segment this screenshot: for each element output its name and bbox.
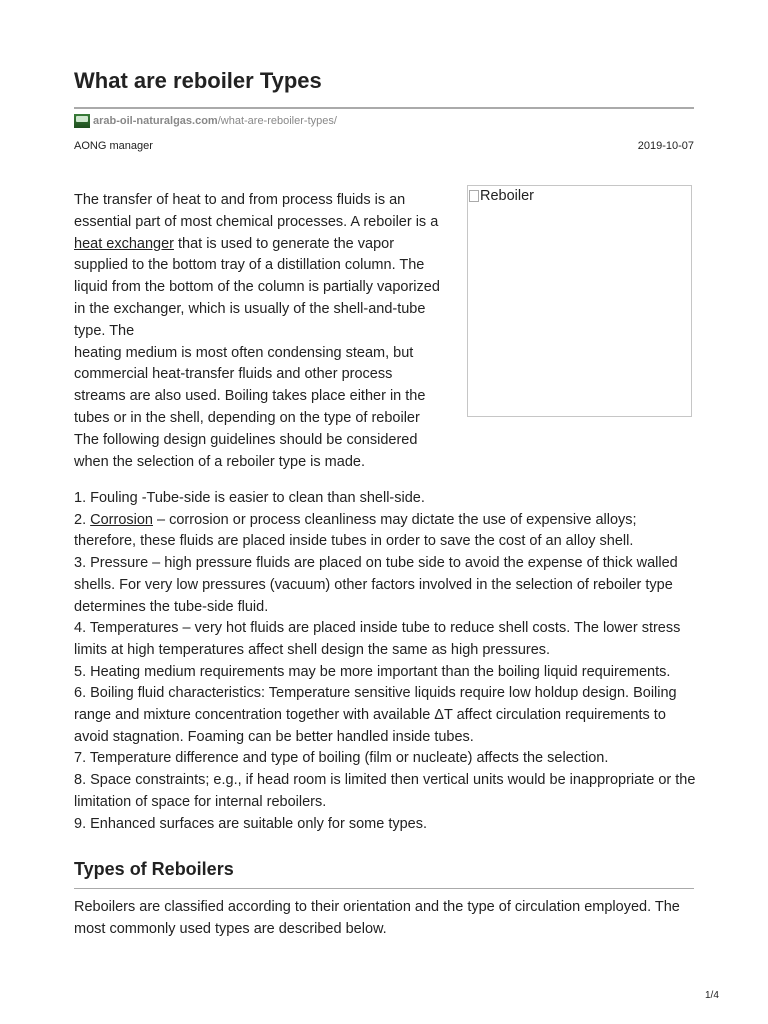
- list-item: 6. Boiling fluid characteristics: Temperature sensitive liquids require low holdup design. Boiling range and mixture concentration together with available ΔT affect circulation requirements to avoid stagnation. Foaming can be better handled inside tubes.: [74, 685, 677, 745]
- broken-image-icon: [469, 190, 479, 202]
- source-url[interactable]: [74, 114, 337, 128]
- section-divider: [74, 888, 694, 889]
- list-item: 9. Enhanced surfaces are suitable only for some types.: [74, 815, 428, 832]
- list-item: 7. Temperature difference and type of boiling (film or nucleate) affects the selection.: [74, 750, 609, 767]
- list-item: 3. Pressure – high pressure fluids are placed on tube side to avoid the expense of thick walled shells. For very low pressures (vacuum) other factors involved in the selection of reboiler type determines the tube-side fluid.: [74, 555, 678, 615]
- types-paragraph: Reboilers are classified according to their orientation and the type of circulation employed. The most commonly used types are described below.: [74, 899, 680, 937]
- list-item: 2. Corrosion – corrosion or process cleanliness may dictate the use of expensive alloys; therefore, these fluids are placed inside tubes in order to save the cost of an alloy shell.: [74, 511, 637, 550]
- author: AONG manager: [74, 140, 153, 152]
- publish-date: 2019-10-07: [637, 140, 694, 152]
- title-divider: [74, 107, 694, 109]
- site-favicon-icon: [74, 114, 90, 128]
- intro-paragraph-1: The transfer of heat to and from process fluids is an essential part of most chemical processes. A reboiler is a heat exchanger that is used to generate the vapor supplied to the bottom tray of a distillation column. The liquid from the bottom of the column is partially vaporized in the exchanger, which is usually of the shell-and-tube type. The: [74, 192, 440, 339]
- broken-image: [469, 188, 534, 204]
- list-item: 5. Heating medium requirements may be more important than the boiling liquid requirements.: [74, 663, 671, 680]
- heat-exchanger-link[interactable]: heat exchanger: [74, 235, 174, 252]
- intro-text: [74, 190, 446, 473]
- source-domain[interactable]: arab-oil-naturalgas.com: [93, 115, 218, 127]
- list-item: 4. Temperatures – very hot fluids are placed inside tube to reduce shell costs. The lower stress limits at high temperatures affect shell design the same as high pressures.: [74, 620, 681, 658]
- list-item: 8. Space constraints; e.g., if head room is limited then vertical units would be inappropriate or the limitation of space for internal reboilers.: [74, 772, 696, 810]
- section-heading: Types of Reboilers: [74, 859, 234, 879]
- list-item: 1. Fouling -Tube-side is easier to clean than shell-side.: [74, 490, 425, 506]
- source-path[interactable]: /what-are-reboiler-types/: [217, 115, 337, 127]
- corrosion-link[interactable]: Corrosion: [90, 511, 153, 528]
- design-guidelines-list: [74, 488, 698, 835]
- intro-paragraph-2: heating medium is most often condensing steam, but commercial heat-transfer fluids and other process streams are also used. Boiling takes place either in the tubes or in the shell, depending on the type of reboiler The following design guidelines should be considered when the selection of a reboiler type is made.: [74, 344, 426, 470]
- page-title: What are reboiler Types: [74, 68, 322, 93]
- image-alt-text: Reboiler: [480, 188, 534, 204]
- reboiler-image: [467, 185, 692, 417]
- page-number: 1/4: [705, 990, 719, 1001]
